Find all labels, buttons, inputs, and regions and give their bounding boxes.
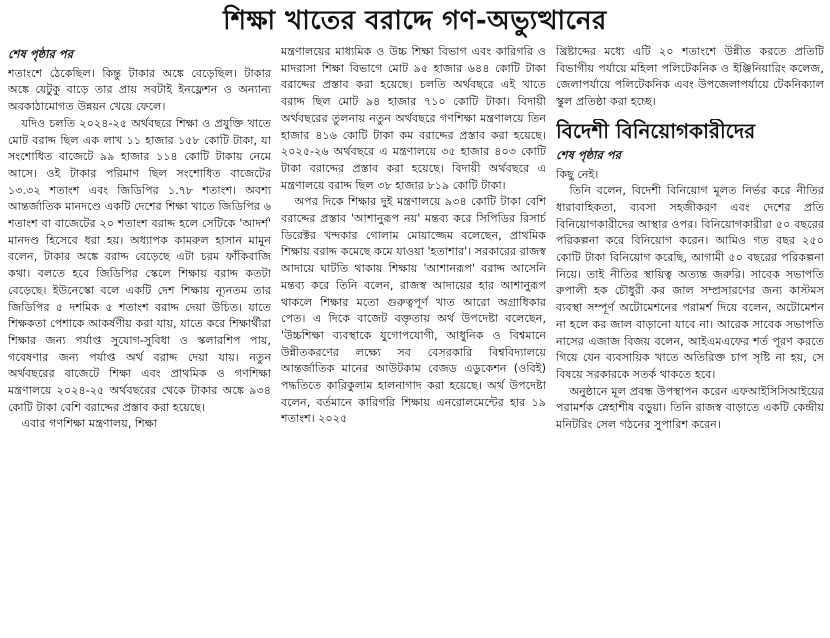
headline: শিক্ষা খাতের বরাদ্দে গণ-অভ্যুত্থানের: [223, 6, 607, 36]
paragraph: কিছু নেই।: [556, 167, 599, 181]
column-3: [556, 44, 824, 636]
paragraph: খ্রিষ্টাব্দের মধ্যে এটি ২০ শতাংশে উন্নীত করতে প্রতিটি বিভাগীয় পর্যায়ে মহিলা পলিটেকনিক ও ইঞ্জিনিয়ারিং কলেজ, জেলাপর্যায়ে পলিটেকনিক এবং উপজেলাপর্যায়ে টেকনিক্যাল স্কুল প্রতিষ্ঠা করা হচ্ছে।: [556, 45, 824, 109]
paragraph: তিনি বলেন, বিদেশী বিনিয়োগ মূলত নির্ভর করে নীতির ধারাবাহিকতা, ব্যবসা সহজীকরণ এবং দেশের প্রতি বিনিয়োগকারীদের আস্থার ওপর। বিনিয়োগকারীরা ৫০ বছরের পরিকল্পনা করে বিনিয়োগ করেন। আমিও গত বছর ২৫০ কোটি টাকা বিনিয়োগ করেছি, আগামী ৫০ বছরের পরিকল্পনা নিয়ে। তাই নীতির স্থায়িত্ব অত্যন্ত জরুরি। সাবেক সভাপতি রুপালী হক চৌধুরী কর জাল সম্প্রসারণের জন্য কাস্টমস ব্যবস্থা সম্পূর্ণ অটোমেশনের পরামর্শ দিয়ে বলেন, অটোমেশন না হলে কর জাল বাড়ানো যাবে না। আরেক সাবেক সভাপতি নাসের এজাজ বিজয় বলেন, আইএমএফের শর্ত পূরণ করতে গিয়ে যেন ব্যবসায়িক খাতে অতিরিক্ত চাপ সৃষ্টি না হয়, সে বিষয়ে সরকারকে সতর্ক থাকতে হবে।: [556, 184, 824, 381]
second-article-headline: বিদেশী বিনিয়োগকারীদের: [556, 118, 756, 143]
article-columns: [8, 44, 822, 636]
continued-kicker: শেষ পৃষ্ঠার পর: [556, 147, 621, 162]
column-2: [281, 44, 546, 636]
paragraph: এবার গণশিক্ষা মন্ত্রণালয়, শিক্ষা: [21, 417, 158, 431]
paragraph: অনুষ্ঠানে মূল প্রবন্ধ উপস্থাপন করেন এফআইসিসিআইয়ের পরামর্শক স্নেহাশীষ বড়ুয়া। তিনি রাজস্ব বাড়াতে একটি কেন্দ্রীয় মনিটরিং সেল গঠনের সুপারিশ করেন।: [556, 384, 824, 432]
column-1: [8, 44, 271, 636]
continued-kicker: শেষ পৃষ্ঠার পর: [8, 47, 73, 61]
paragraph: মন্ত্রণালয়ের মাধ্যমিক ও উচ্চ শিক্ষা বিভাগ এবং কারিগরি ও মাদরাসা শিক্ষা বিভাগে মোট ৯৫ হাজার ৬৪৪ কোটি টাকা বরাদ্দের প্রস্তাব করা হয়েছে। চলতি অর্থবছরে এই খাতে বরাদ্দ ছিল মোট ৯৪ হাজার ৭১০ কোটি টাকা। বিদায়ী অর্থবছরের তুলনায় নতুন অর্থবছরে গণশিক্ষা মন্ত্রণালয়ে তিন হাজার ৪১৬ কোটি টাকা কম বরাদ্দের প্রস্তাব করা হয়েছে। ২০২৫-২৬ অর্থবছরে এ মন্ত্রণালয়ে ৩৫ হাজার ৪০৩ কোটি টাকা বরাদ্দের প্রস্তাব করা হয়েছে। বিদায়ী অর্থবছরে এ মন্ত্রণালয়ে বরাদ্দ ছিল ৩৮ হাজার ৮১৯ কোটি টাকা।: [281, 45, 546, 192]
paragraph: অপর দিকে শিক্ষার দুই মন্ত্রণালয়ে ৯৩৪ কোটি টাকা বেশি বরাদ্দের প্রস্তাব 'আশানুরূপ নয়' মন্তব্য করে সিপিডির রিসার্চ ডিরেক্টর খন্দকার গোলাম মোয়াজ্জেম বলেছেন, প্রাথমিক শিক্ষায় বরাদ্দ কমেছে কমে যাওয়া 'হতাশার'। সরকারের রাজস্ব আদায়ে ঘাটতি থাকায় শিক্ষায় 'আশানরূপ' বরাদ্দ আসেনি মন্তব্য করে তিনি বলেন, রাজস্ব আদায়ের হার আশানুরূপ থাকলে শিক্ষার মতো গুরুত্বপূর্ণ খাত আরো অগ্রাধিকার পেত। এ দিকে বাজেট বক্তৃতায় অর্থ উপদেষ্টা বলেছেন, 'উচ্চশিক্ষা ব্যবস্থাকে যুগোপযোগী, আধুনিক ও বিশ্বমানে উন্নীতকরণের লক্ষ্যে সব বেসরকারি বিশ্ববিদ্যালয়ে আন্তর্জাতিক মানের আউটকাম বেজড এডুকেশন (ওবিই) পদ্ধতিতে কারিকুলাম হালনাগাদ করা হয়েছে। অর্থ উপদেষ্টা বলেন, বর্তমানে কারিগরি শিক্ষায় এনরোলমেন্টের হার ১৯ শতাংশ। ২০২৫: [281, 195, 546, 426]
paragraph: শতাংশে ঠেকেছিল। কিন্তু টাকার অঙ্কে বেড়েছিল। টাকার অঙ্কে যেটুকু বাড়ে তার প্রায় সবটাই ইনফ্লেশন ও অন্যান্য অবকাঠামোগত উন্নয়ন খেয়ে ফেলে।: [8, 66, 271, 114]
paragraph: যদিও চলতি ২০২৪-২৫ অর্থবছরে শিক্ষা ও প্রযুক্তি খাতে মোট বরাদ্দ ছিল এক লাখ ১১ হাজার ১৫৮ কোটি টাকা, যা সংশোধিত বাজেটে ৯৯ হাজার ১১৪ কোটি টাকায় নেমে আসে। ওই টাকার পরিমাণ ছিল সংশোধিত বাজেটের ১৩.৩২ শতাংশ এবং জিডিপির ১.৭৮ শতাংশ। অবশ্য আন্তর্জাতিক মানদণ্ডে একটি দেশের শিক্ষা খাতে জিডিপির ৬ শতাংশ বা বাজেটের ২০ শতাংশ বরাদ্দ হলে সেটিকে 'আদর্শ' মানদণ্ড হিসেবে ধরা হয়। অধ্যাপক কামরুল হাসান মামুন বলেন, টাকার অঙ্কে বরাদ্দ বেড়েছে এটা চরম ফাঁকিবাজি কথা। বলতে হবে জিডিপির স্কেলে শিক্ষায় বরাদ্দ কতটা বেড়েছে। ইউনেস্কো বলে একটি দেশ শিক্ষায় ন্যূনতম তার জিডিপির ৫ দশমিক ৫ শতাংশ বরাদ্দ দেয়া উচিত। যাতে শিক্ষকতা পেশাকে আকর্ষণীয় করা যায়, যাতে করে শিক্ষার্থীরা শিক্ষার জন্য পর্যাপ্ত সুযোগ-সুবিধা ও স্কলারশিপ পায়, গবেষণার জন্য পর্যাপ্ত অর্থ বরাদ্দ দেয়া যায়। নতুন অর্থবছরের বাজেটে শিক্ষা এবং প্রাথমিক ও গণশিক্ষা মন্ত্রণালয়ে ২০২৪-২৫ অর্থবছরের থেকে টাকার অঙ্কে ৯৩৪ কোটি টাকা বেশি বরাদ্দের প্রস্তাব করা হয়েছে।: [8, 116, 271, 414]
